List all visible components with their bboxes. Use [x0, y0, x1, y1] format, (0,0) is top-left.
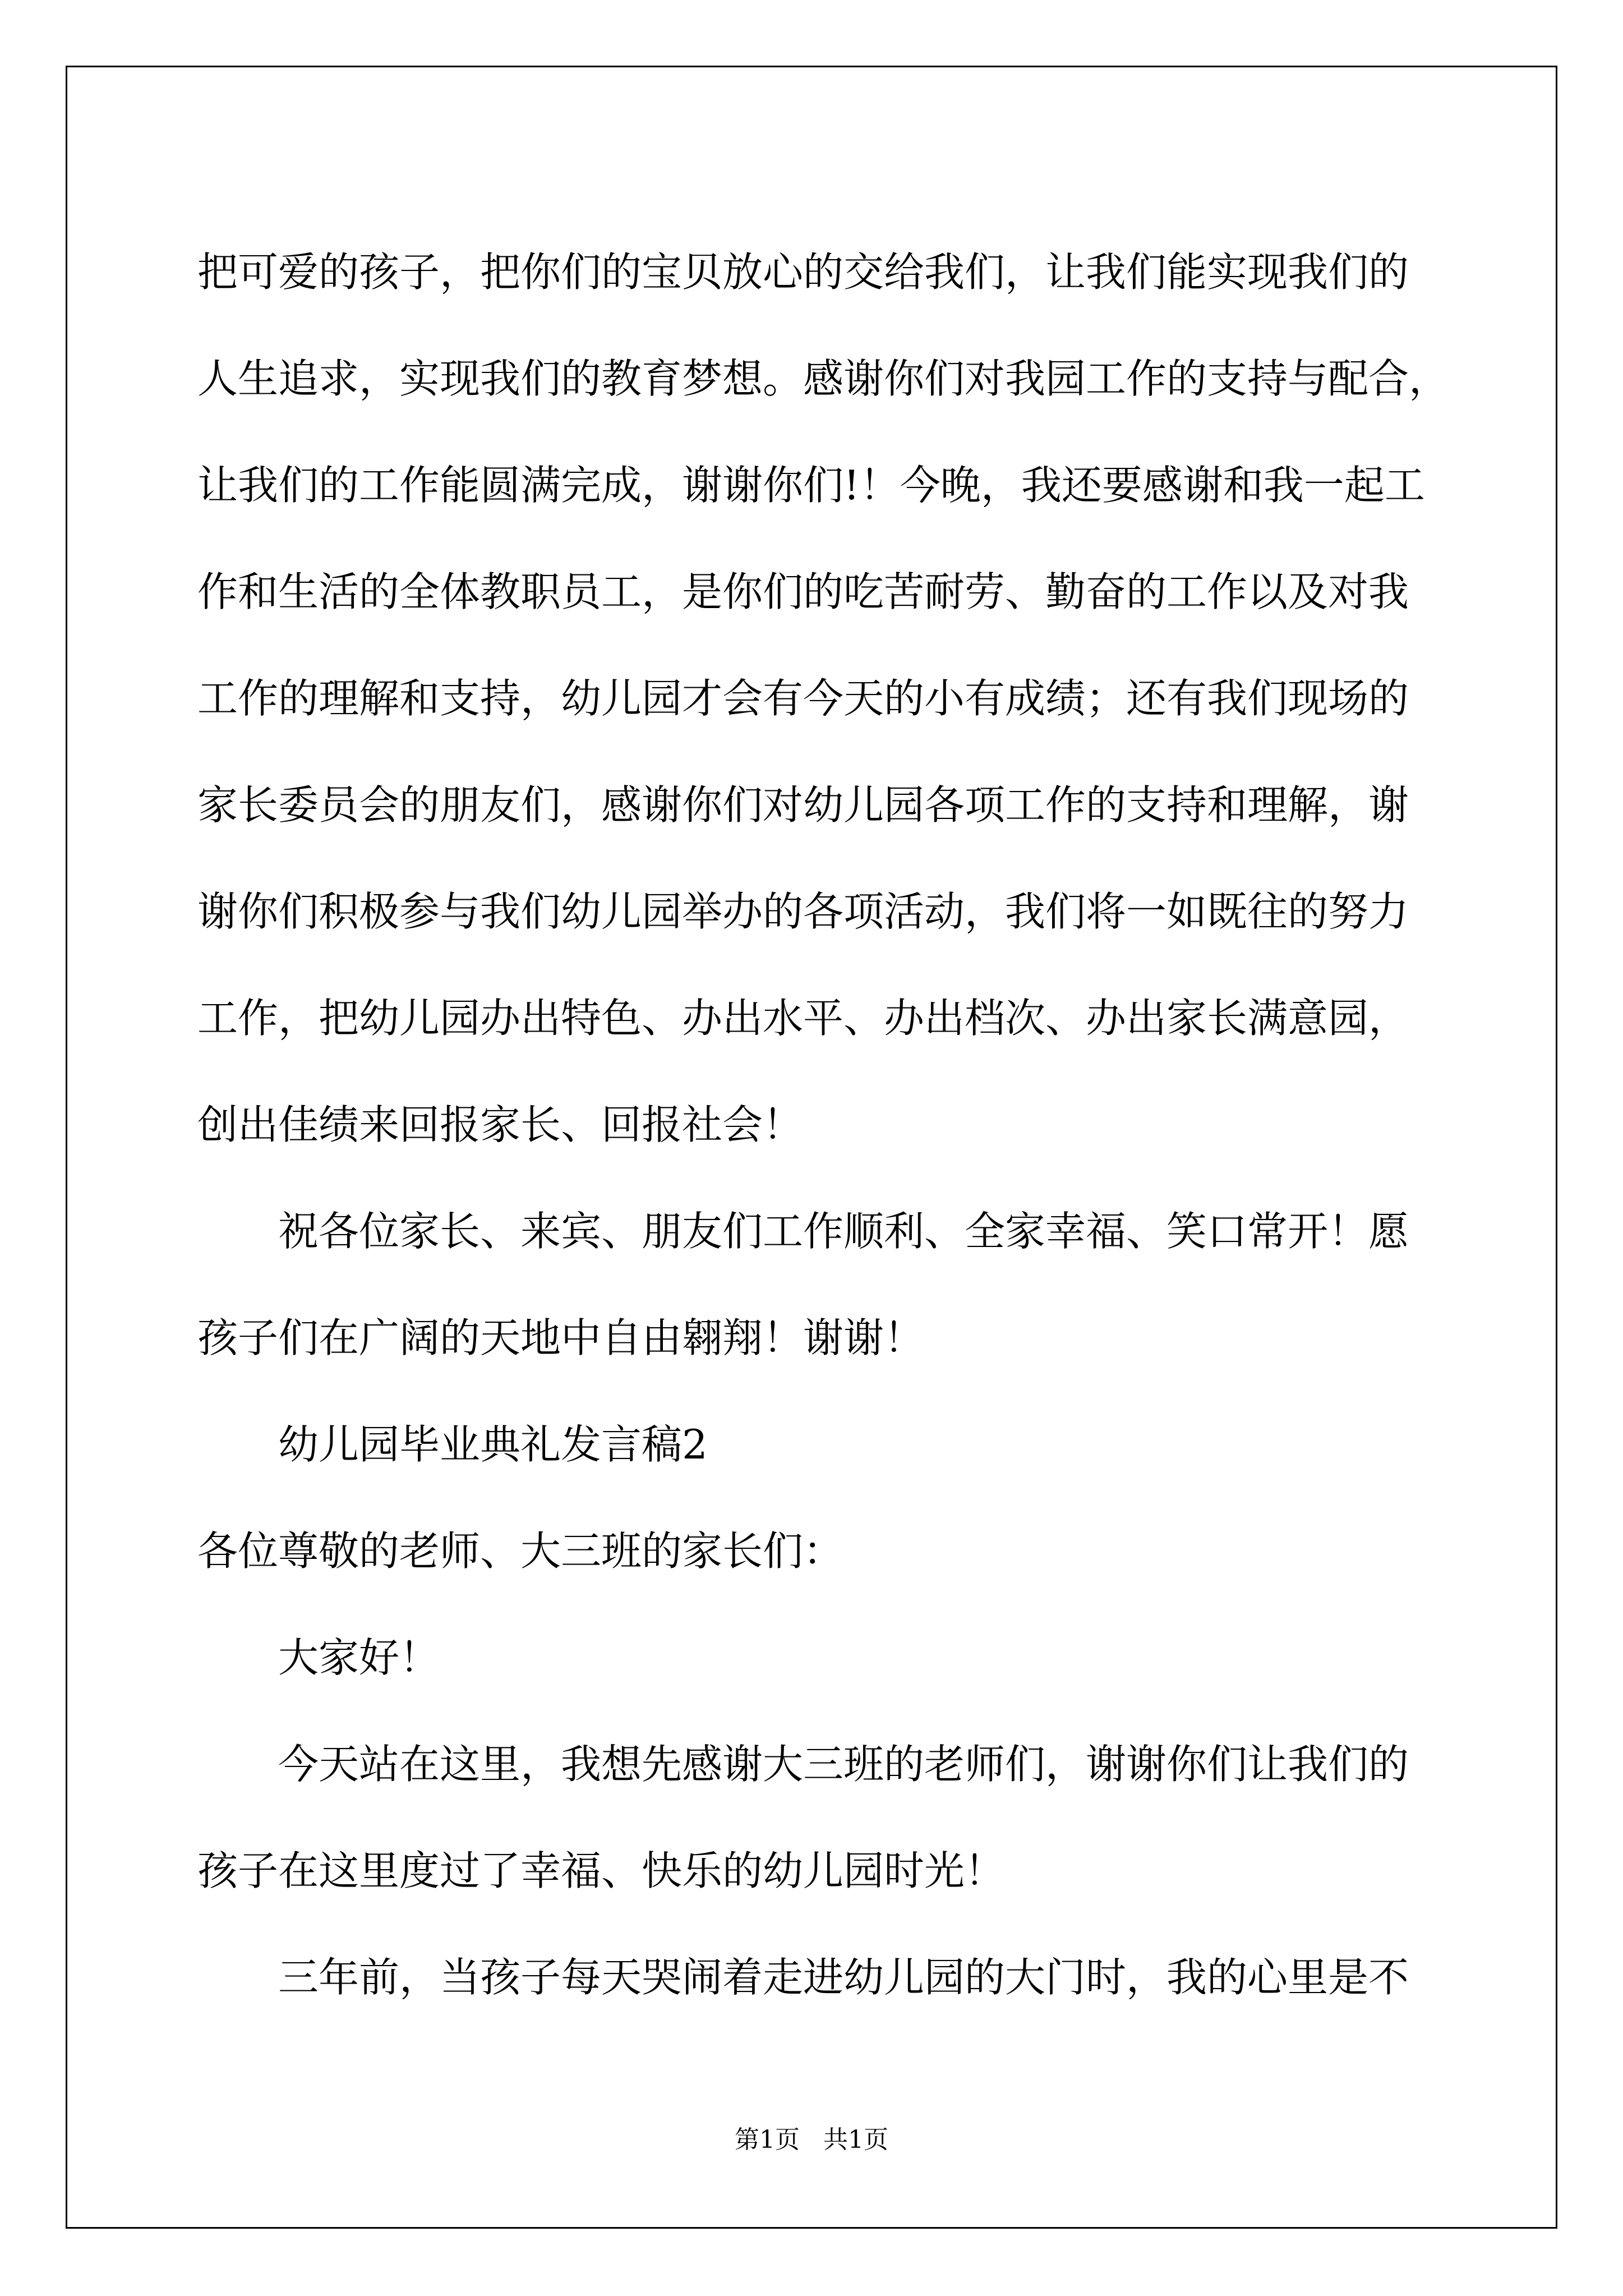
text-line: 孩子在这里度过了幸福、快乐的幼儿园时光！ [197, 1847, 1006, 1894]
text-line: 工作，把幼儿园办出特色、办出水平、办出档次、办出家长满意园， [197, 995, 1409, 1042]
salutation: 各位尊敬的老师、大三班的家长们： [197, 1527, 844, 1575]
text-line: 祝各位家长、来宾、朋友们工作顺利、全家幸福、笑口常开！愿 [278, 1208, 1409, 1255]
text-line: 家长委员会的朋友们，感谢你们对幼儿园各项工作的支持和理解，谢 [197, 781, 1409, 829]
text-line: 让我们的工作能圆满完成，谢谢你们!！今晚，我还要感谢和我一起工 [197, 462, 1425, 509]
text-line: 孩子们在广阔的天地中自由翱翔！谢谢！ [197, 1314, 925, 1361]
text-line: 今天站在这里，我想先感谢大三班的老师们，谢谢你们让我们的 [278, 1741, 1409, 1788]
section-heading: 幼儿园毕业典礼发言稿2 [278, 1421, 708, 1468]
greeting: 大家好！ [278, 1634, 440, 1681]
text-line: 三年前，当孩子每天哭闹着走进幼儿园的大门时，我的心里是不 [278, 1954, 1409, 2001]
text-line: 创出佳绩来回报家长、回报社会！ [197, 1101, 804, 1148]
page-footer: 第1页 共1页 [735, 2125, 888, 2154]
document-body [197, 219, 1450, 2031]
text-line: 作和生活的全体教职员工，是你们的吃苦耐劳、勤奋的工作以及对我 [197, 568, 1409, 615]
text-line: 工作的理解和支持，幼儿园才会有今天的小有成绩；还有我们现场的 [197, 675, 1409, 722]
text-line: 谢你们积极参与我们幼儿园举办的各项活动，我们将一如既往的努力 [197, 888, 1409, 935]
text-line: 人生追求，实现我们的教育梦想。感谢你们对我园工作的支持与配合， [197, 355, 1450, 402]
text-line: 把可爱的孩子，把你们的宝贝放心的交给我们，让我们能实现我们的 [197, 249, 1409, 296]
